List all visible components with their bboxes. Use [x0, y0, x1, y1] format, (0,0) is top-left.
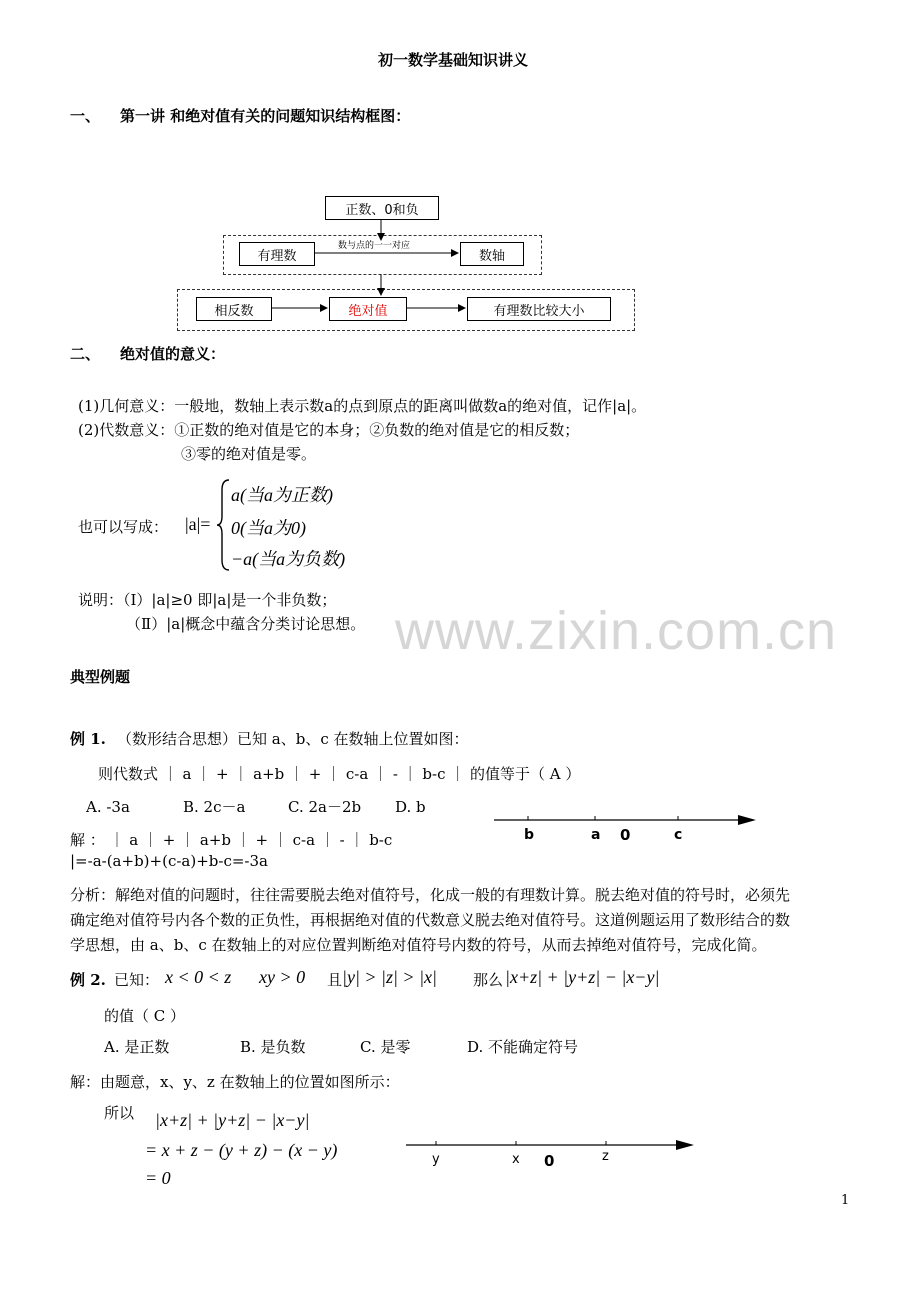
- analysis-line1: 分析：解绝对值的问题时，往往需要脱去绝对值符号，化成一般的有理数计算。脱去绝对值的符号时，必须先: [70, 886, 791, 904]
- box-rational-numbers: 有理数: [239, 242, 315, 266]
- axis2-label-x: x: [512, 1152, 520, 1167]
- example1-solution-line1: 解 ： ｜ a ｜ + ｜ a+b ｜ + ｜ c-a ｜ - ｜ b-c: [70, 831, 393, 849]
- analysis-line3: 学思想，由 a、b、c 在数轴上的对应位置判断绝对值符号内数的符号，从而去掉绝对值符号，完成化简。: [70, 936, 767, 954]
- example2-step2: = x + z − (y + z) − (x − y): [145, 1140, 338, 1160]
- box-number-axis: 数轴: [460, 242, 524, 266]
- axis2-label-z: z: [602, 1149, 609, 1164]
- example2-option-c: C. 是零: [360, 1038, 411, 1056]
- example2-step3: = 0: [145, 1168, 171, 1188]
- example2-step1: |x+z| + |y+z| − |x−y|: [155, 1110, 310, 1130]
- section1-number: 一、: [70, 107, 101, 125]
- case-positive: a(当a为正数): [231, 485, 333, 505]
- case-zero: 0(当a为0): [231, 518, 306, 538]
- example2-condition1: x < 0 < z: [165, 967, 232, 987]
- axis1-label-0: 0: [620, 826, 631, 844]
- watermark-text: www.zixin.com.cn: [395, 601, 838, 661]
- analysis-line2: 确定绝对值符号内各个数的正负性，再根据绝对值的代数意义脱去绝对值符号。这道例题运用了数形结合的数: [70, 911, 791, 929]
- axis2-label-y: y: [432, 1152, 440, 1167]
- diagram-arrows: [0, 0, 920, 340]
- example2-option-d: D. 不能确定符号: [467, 1038, 579, 1056]
- example1-question: 则代数式 ｜ a ｜ + ｜ a+b ｜ + ｜ c-a ｜ - ｜ b-c ｜ 的值等于（ A ）: [98, 765, 581, 783]
- example1-solution-line2: |=-a-(a+b)+(c-a)+b-c=-3a: [70, 852, 268, 870]
- section2-heading: 绝对值的意义：: [120, 345, 226, 363]
- page-number: 1: [841, 1193, 850, 1208]
- section2-number: 二、: [70, 345, 101, 363]
- example1-statement: （数形结合思想）已知 a、b、c 在数轴上位置如图：: [117, 730, 469, 748]
- example1-option-a: A. -3a: [86, 798, 130, 816]
- example2-number-line: [400, 1130, 700, 1172]
- left-brace: [216, 478, 232, 572]
- box-absolute-value: 绝对值: [329, 297, 407, 321]
- example1-number-line: [490, 805, 770, 845]
- geometric-meaning: (1)几何意义：一般地，数轴上表示数a的点到原点的距离叫做数a的绝对值，记作|a|。: [78, 397, 647, 415]
- example2-label: 例 2.: [70, 971, 106, 989]
- note-classification: （Ⅱ）|a|概念中蕴含分类讨论思想。: [126, 615, 366, 633]
- example2-condition2: xy > 0: [259, 967, 306, 987]
- axis1-label-b: b: [524, 827, 535, 843]
- box-positive-zero-negative: 正数、0和负: [325, 196, 439, 220]
- edge-label-one-to-one: 数与点的一一对应: [338, 241, 411, 251]
- example1-option-d: D. b: [395, 798, 426, 816]
- examples-heading: 典型例题: [70, 668, 131, 686]
- axis1-label-a: a: [591, 827, 601, 843]
- case-negative: −a(当a为负数): [231, 549, 346, 569]
- example1-option-c: C. 2a－2b: [288, 798, 362, 816]
- example2-known: 已知：: [114, 971, 160, 989]
- algebraic-meaning-line1: (2)代数意义：①正数的绝对值是它的本身；②负数的绝对值是它的相反数；: [78, 421, 580, 439]
- example2-so: 所以: [104, 1104, 135, 1122]
- example2-condition3: |y| > |z| > |x|: [342, 967, 437, 987]
- example2-expression: |x+z| + |y+z| − |x−y|: [505, 967, 660, 987]
- example2-option-a: A. 是正数: [104, 1038, 170, 1056]
- example1-label: 例 1.: [70, 730, 106, 748]
- note-nonnegative: 说明：（Ⅰ）|a|≥0 即|a|是一个非负数；: [78, 591, 337, 609]
- page-title: 初一数学基础知识讲义: [378, 51, 529, 69]
- example2-option-b: B. 是负数: [240, 1038, 306, 1056]
- axis2-label-0: 0: [544, 1152, 555, 1170]
- box-opposite-number: 相反数: [196, 297, 272, 321]
- section1-heading: 第一讲 和绝对值有关的问题知识结构框图：: [120, 107, 411, 125]
- example2-solution-intro: 解：由题意，x、y、z 在数轴上的位置如图所示：: [70, 1073, 400, 1091]
- algebraic-meaning-line2: ③零的绝对值是零。: [181, 445, 317, 463]
- example2-then: 那么: [473, 971, 504, 989]
- abs-lhs: |a|=: [185, 514, 211, 534]
- example2-value-question: 的值（ C ）: [104, 1007, 186, 1025]
- example1-option-b: B. 2c－a: [183, 798, 246, 816]
- also-written-as: 也可以写成：: [78, 518, 169, 536]
- axis1-label-c: c: [674, 827, 683, 843]
- box-compare-rationals: 有理数比较大小: [467, 297, 611, 321]
- example2-condition3-prefix: 且: [327, 971, 343, 989]
